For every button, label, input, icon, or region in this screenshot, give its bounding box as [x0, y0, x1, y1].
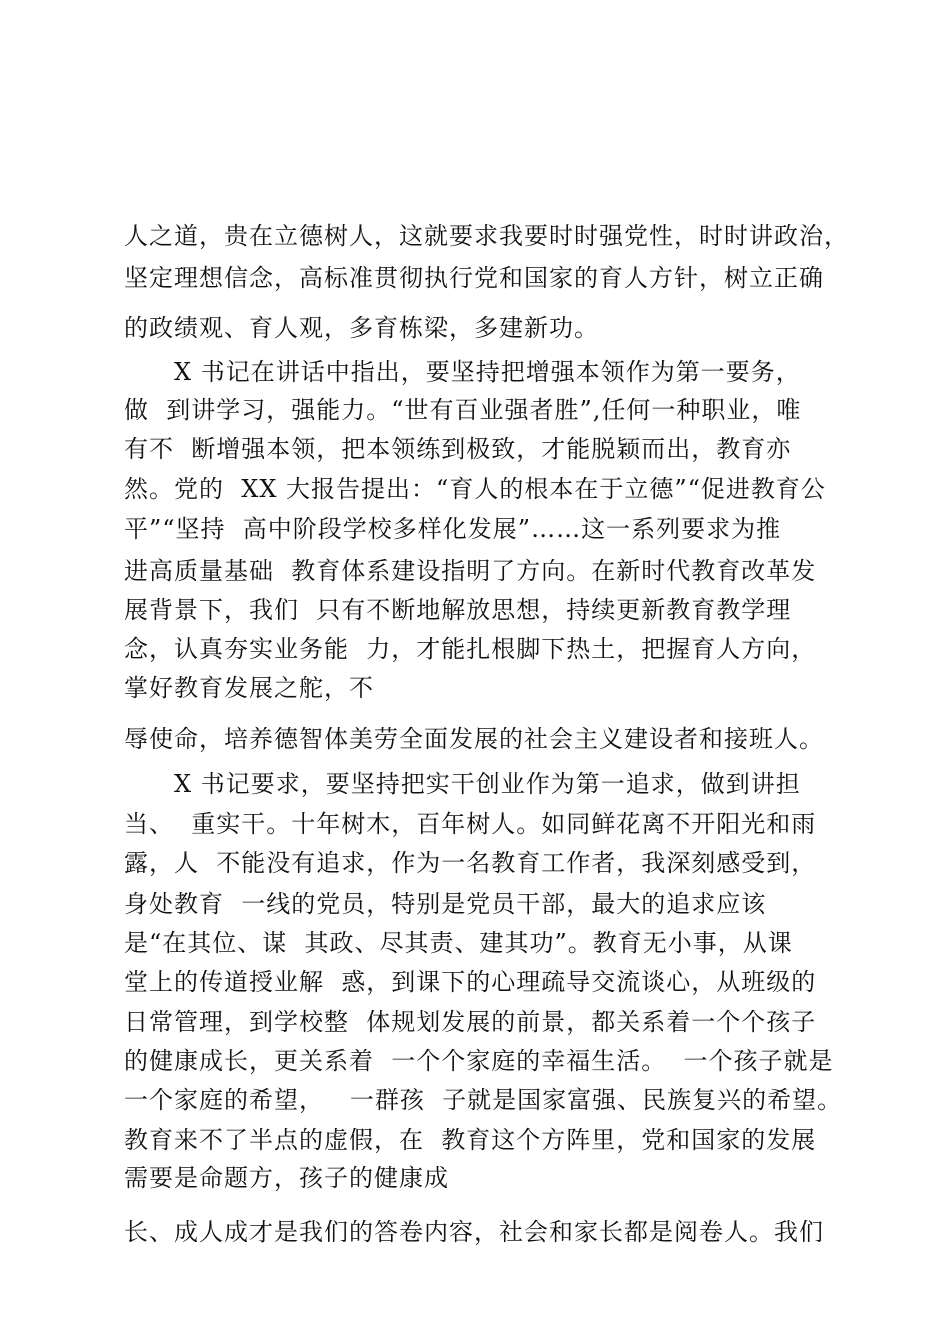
text-line: 坚定理想信念，高标准贯彻执行党和国家的育人方针，树立正确 — [124, 264, 824, 292]
text-line: 做 到讲学习，强能力。“世有百业强者胜”,任何一种职业，唯 — [124, 396, 802, 424]
text-line: X 书记在讲话中指出，要坚持把增强本领作为第一要务， — [174, 358, 801, 386]
text-line: 是“在其位、谋 其政、尽其责、建其功”。教育无小事，从课 — [124, 929, 793, 957]
text-line: 露，人 不能没有追求，作为一名教育工作者，我深刻感受到， — [124, 849, 817, 877]
text-line: 教育来不了半点的虚假，在 教育这个方阵里，党和国家的发展 — [124, 1126, 817, 1154]
text-line: X 书记要求，要坚持把实干创业作为第一追求，做到讲担 — [174, 770, 801, 798]
text-line: 掌好教育发展之舵，不 — [124, 674, 374, 702]
text-line: 展背景下，我们 只有不断地解放思想，持续更新教育教学理 — [124, 596, 792, 624]
text-line: 然。党的 XX 大报告提出：“育人的根本在于立德”“促进教育公 — [124, 475, 826, 503]
text-line: 念，认真夯实业务能 力，才能扎根脚下热土，把握育人方向， — [124, 635, 817, 663]
text-line: 一个家庭的希望， 一群孩 子就是国家富强、民族复兴的希望。 — [124, 1086, 843, 1114]
text-line: 进高质量基础 教育体系建设指明了方向。在新时代教育改革发 — [124, 557, 817, 585]
text-line: 当、 重实干。十年树木，百年树人。如同鲜花离不开阳光和雨 — [124, 810, 817, 838]
text-line: 的健康成长，更关系着 一个个家庭的幸福生活。 一个孩子就是 — [124, 1047, 834, 1075]
text-line: 有不 断增强本领，把本领练到极致，才能脱颖而出，教育亦 — [124, 435, 792, 463]
text-line: 长、成人成才是我们的答卷内容，社会和家长都是阅卷人。我们 — [124, 1218, 824, 1246]
text-line: 平”“坚持 高中阶段学校多样化发展”……这一系列要求为推 — [124, 515, 782, 543]
text-line: 辱使命，培养德智体美劳全面发展的社会主义建设者和接班人。 — [124, 725, 824, 753]
text-line: 身处教育 一线的党员，特别是党员干部，最大的追求应该 — [124, 890, 767, 918]
text-line: 堂上的传道授业解 惑，到课下的心理疏导交流谈心，从班级的 — [124, 968, 817, 996]
text-line: 的政绩观、育人观，多育栋梁，多建新功。 — [124, 314, 599, 342]
text-line: 人之道，贵在立德树人，这就要求我要时时强党性，时时讲政治， — [124, 222, 849, 250]
text-line: 日常管理，到学校整 体规划发展的前景，都关系着一个个孩子 — [124, 1008, 817, 1036]
text-line: 需要是命题方，孩子的健康成 — [124, 1164, 449, 1192]
